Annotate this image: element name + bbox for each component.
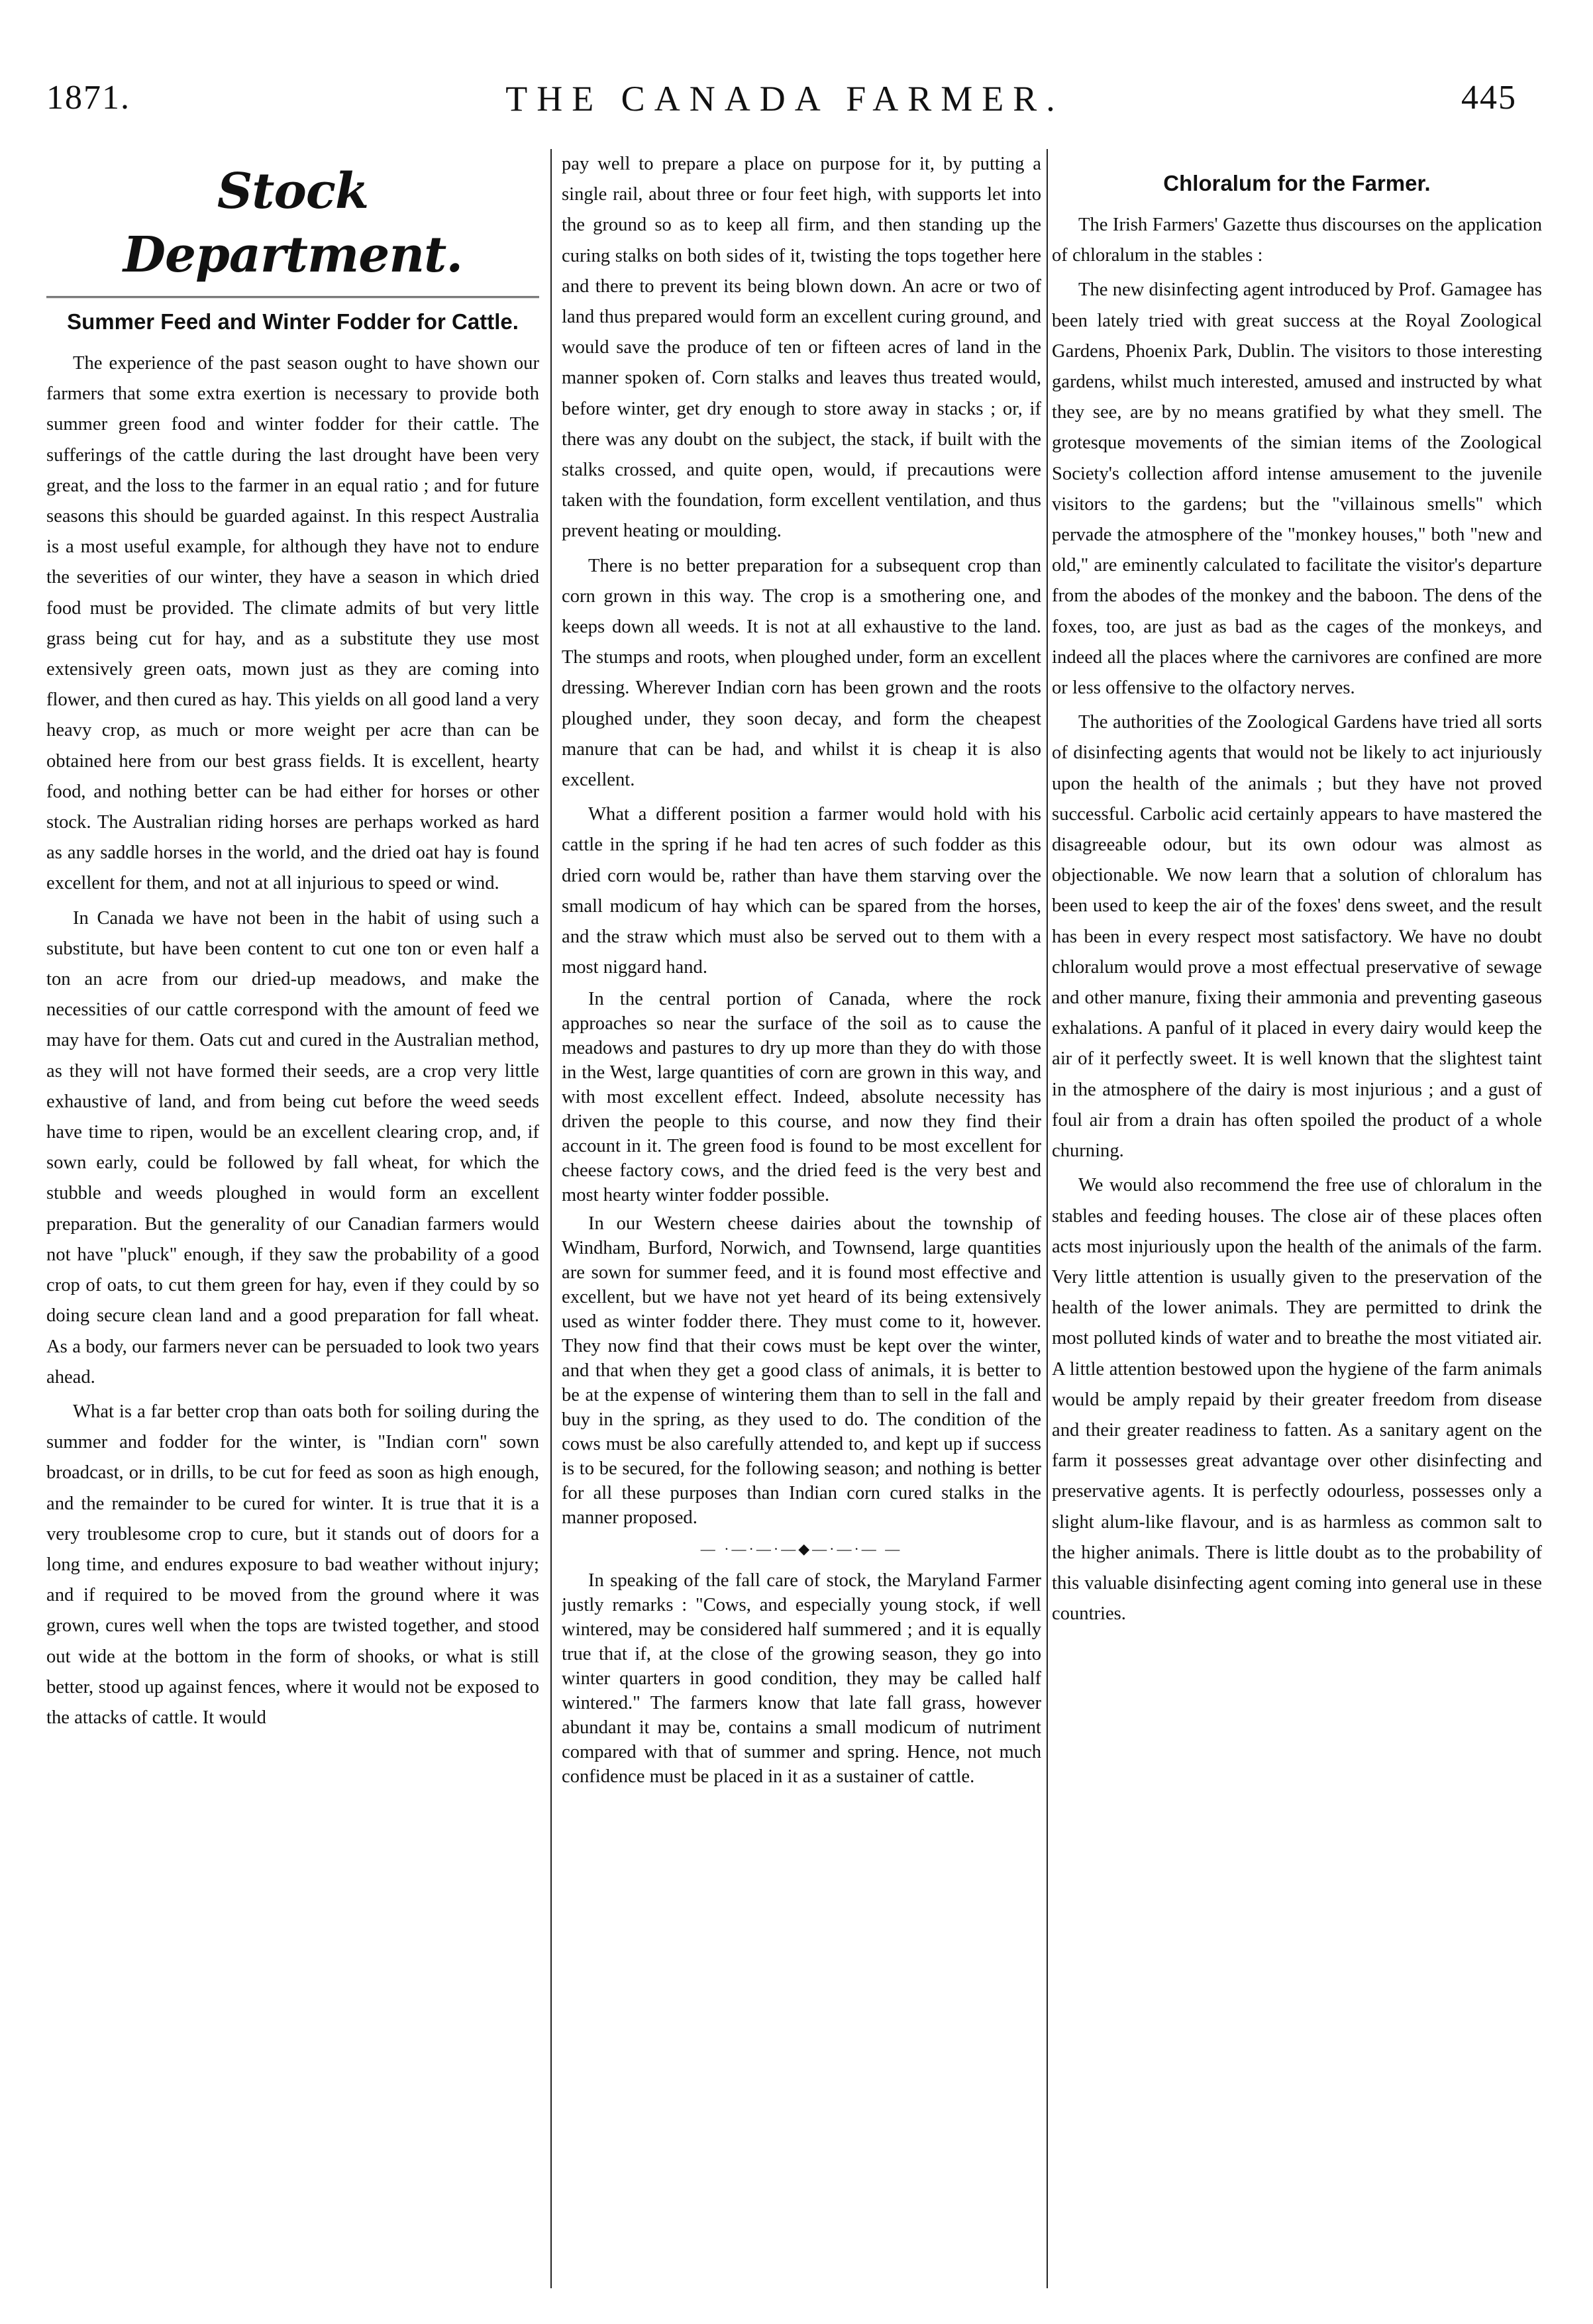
section-ornament: — ·—·—·—◆—·—·— — — [700, 1541, 903, 1558]
heading-rule — [46, 296, 539, 301]
article-paragraph: The authorities of the Zoological Gardens have tried all sorts of disinfecting agents that would not be likely to act injuriously upon the health of the animals ; but they have not proved successful. Carbolic acid certainly appears to have mastered the disagreeable odour, but its own odour was almost as objectionable. We now learn that a solution of chloralum has been used to keep the air of the foxes' dens sweet, and the result has been in every respect most satisfactory. We have no doubt chloralum would prove a most effectual preservative of sewage and other manure, fixing their ammonia and preventing gaseous exhalations. A panful of it placed in every dairy would keep the air of it perfectly sweet. It is well known that the slightest taint in the atmosphere of the dairy is most injurious ; and a gust of foul air from a drain has often spoiled the product of a whole churning. — [1052, 712, 1542, 1162]
article-title-summer-feed: Summer Feed and Winter Fodder for Cattle. — [67, 309, 519, 334]
article-paragraph: What a different position a farmer would hold with his cattle in the spring if he had ten acres of such fodder as this dried corn would be, rather than have them starving over the small modicum of hay which can be spared from the horses, and the straw which must also be served out to them with a most niggard hand. — [562, 804, 1041, 978]
department-heading: Stock Department. — [123, 163, 463, 283]
column-3 — [1052, 149, 1542, 2288]
article-paragraph: The new disinfecting agent introduced by Prof. Gamagee has been lately tried with great success at the Royal Zoological Gardens, Phoenix Park, Dublin. The visitors to those interesting gardens, whilst much interested, amused and instructed by what they see, are by no means gratified by what they smell. The grotesque movements of the simian items of the Zoological Society's collection afford intense amusement to the juvenile visitors to the gardens; but the "villainous smells" which pervade the atmosphere of the "monkey houses," both "new and old," are eminently calculated to facilitate the visitor's departure from the abodes of the monkey and the baboon. The dens of the foxes, too, are just as bad as the cages of the monkeys, and indeed all the places where the carnivores are confined are more or less offensive to the olfactory nerves. — [1052, 279, 1542, 699]
column-divider — [1047, 149, 1048, 2288]
newspaper-title: THE CANADA FARMER. — [505, 79, 1064, 119]
article-paragraph: In Canada we have not been in the habit of using such a substitute, but have been content to cut one ton or even half a ton an acre from our dried-up meadows, and make the necessities of our cattle correspond with the amount of feed we may have for them. Oats cut and cured in the Australian method, as they will not have formed their seeds, are a crop very little exhaustive of land, and from being cut before the weed seeds have time to ripen, would be an excellent clearing crop, and, if sown early, could be followed by fall wheat, for which the stubble and weeds ploughed in would form an excellent preparation. But the generality of our Canadian farmers would not have "pluck" enough, if they saw the probability of a good crop of oats, to cut them green for hay, even if they could by so doing secure clean land and a good preparation for fall wheat. As a body, our farmers never can be persuaded to look two years ahead. — [46, 907, 539, 1388]
article-paragraph: pay well to prepare a place on purpose for it, by putting a single rail, about three or four feet high, with supports let into the ground so as to keep all firm, and then standing up the curing stalks on both sides of it, twisting the tops together here and there to prevent its being blown down. An acre or two of land thus prepared would form an excellent curing ground, and would save the produce of ten or fifteen acres of land in the manner spoken of. Corn stalks and leaves thus treated would, before winter, get dry enough to store away in stacks ; or, if there was any doubt on the subject, the stack, if built with the stalks crossed, and quite open, would, if precautions were taken with the foundation, form excellent ventilation, and thus prevent heating or moulding. — [562, 154, 1041, 542]
article-paragraph: The experience of the past season ought to have shown our farmers that some extra exertion is necessary to provide both summer green food and winter fodder for their cattle. The sufferings of the cattle during the last drought have been very great, and the loss to the farmer in an equal ratio ; and for future seasons this should be guarded against. In this respect Australia is a most useful example, for although they have not to endure the severities of our winter, they have a season in which dried food must be provided. The climate admits of but very little grass being cut for hay, and as a substitute they use most extensively green oats, mown just as they are coming into flower, and then cured as hay. This yields on all good land a very heavy crop, as much or more weight per acre than can be obtained here from our best grass fields. It is excellent, hearty food, and nothing better can be had either for horses or other stock. The Australian riding horses are perhaps worked as hard as any saddle horses in the world, and the dried oat hay is found excellent for them, and not at all injurious to speed or wind. — [46, 353, 539, 894]
article-paragraph: We would also recommend the free use of chloralum in the stables and feeding houses. The close air of these places often acts most injuriously upon the health of the animals of the farm. Very little attention is usually given to the preservation of the health of the lower animals. They are permitted to drink the most polluted kinds of water and to breathe the most vitiated air. A little attention bestowed upon the hygiene of the farm animals would be amply repaid by their greater freedom from disease and their greater readiness to fatten. As a sanitary agent on the farm it possesses great advantage over other disinfecting and preservative agents. It is perfectly odourless, possesses only a slight alum-like flavour, and is as harmless as common salt to the higher animals. There is little doubt as to the probability of this valuable disinfecting agent coming into general use in these countries. — [1052, 1175, 1542, 1625]
article-paragraph: The Irish Farmers' Gazette thus discourses on the application of chloralum in the stables : — [1052, 215, 1542, 266]
article-paragraph: In speaking of the fall care of stock, the Maryland Farmer justly remarks : "Cows, and especially young stock, if well wintered, may be considered half summered ; and it is equally true that if, at the close of the growing season, they go into winter quarters in good condition, they may be called half wintered." The farmers know that late fall grass, however abundant it may be, contains a small modicum of nutriment compared with that of summer and spring. Hence, not much confidence must be placed in it as a sustainer of cattle. — [562, 1570, 1041, 1788]
page-header — [40, 78, 1530, 138]
column-2 — [562, 149, 1041, 2288]
column-divider — [550, 149, 552, 2288]
article-paragraph: In the central portion of Canada, where the rock approaches so near the surface of the soil as to cause the meadows and pastures to dry up more than they do with those in the West, large quantities of corn are grown in this way, and with most excellent effect. Indeed, absolute necessity has driven the people to this course, and now they find their account in it. The green food is found to be most excellent for cheese factory cows, and the dried feed is the very best and most hearty winter fodder possible. — [562, 989, 1041, 1206]
page-number: 445 — [1461, 79, 1517, 117]
article-title-chloralum: Chloralum for the Farmer. — [1163, 171, 1431, 195]
column-1 — [46, 149, 539, 2288]
article-paragraph: There is no better preparation for a subsequent crop than corn grown in this way. The crop is a smothering one, and keeps down all weeds. It is not at all exhaustive to the land. The stumps and roots, when ploughed under, form an excellent dressing. Wherever Indian corn has been grown and the roots ploughed under, they soon decay, and form the cheapest manure that can be had, and whilst it is cheap it is also excellent. — [562, 555, 1041, 791]
page-year: 1871. — [46, 79, 130, 117]
article-paragraph: In our Western cheese dairies about the township of Windham, Burford, Norwich, and Townsend, large quantities are sown for summer feed, and it is found most effective and excellent, but we have not yet heard of its being extensively used as winter fodder there. They must come to it, however. They now find that their cows must be kept over the winter, and that when they get a good class of animals, it is better to be at the expense of wintering them than to sell in the fall and buy in the spring, as they used to do. The condition of the cows must be also carefully attended to, and kept up if success is to be secured, for the following season; and nothing is better for all these purposes than Indian corn cured stalks in the manner proposed. — [562, 1213, 1041, 1529]
article-paragraph: What is a far better crop than oats both for soiling during the summer and fodder for the winter, is "Indian corn" sown broadcast, or in drills, to be cut for feed as soon as high enough, and the remainder to be cured for winter. It is true that it is a very troublesome crop to cure, but it stands out of doors for a long time, and endures exposure to bad weather without injury; and if required to be moved from the ground where it was grown, cures well when the tops are twisted together, and stood out wide at the bottom in the form of shooks, or what is still better, stood up against fences, where it would not be exposed to the attacks of cattle. It would — [46, 1401, 539, 1728]
